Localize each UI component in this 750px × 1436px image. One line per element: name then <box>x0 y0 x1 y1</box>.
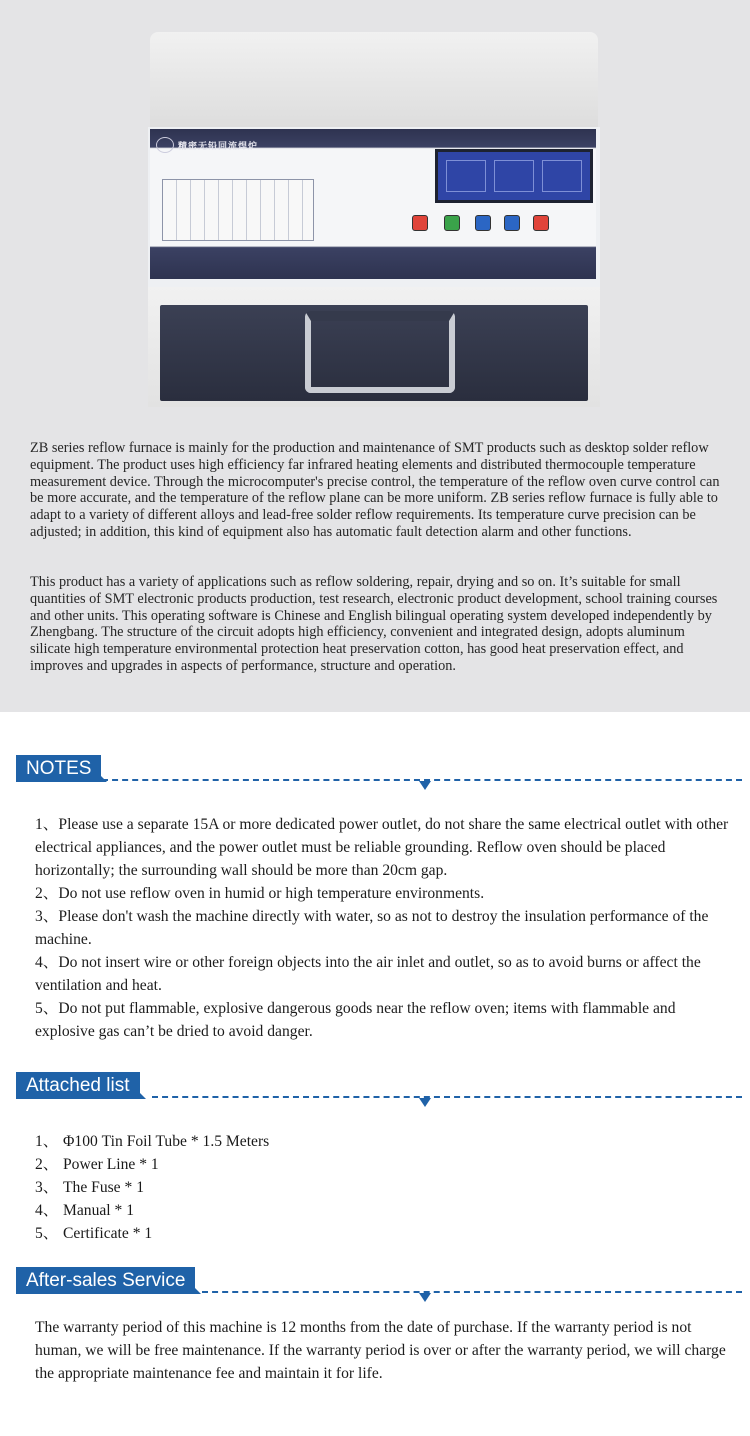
list-item: 2、 Power Line * 1 <box>35 1156 159 1173</box>
brand-logo-icon <box>156 137 174 153</box>
chevron-down-icon <box>419 1293 431 1302</box>
notes-list <box>35 813 735 1043</box>
note-item: 4、Do not insert wire or other foreign objects into the air inlet and outlet, so as to avoid burns or affect the ventilation and heat. <box>35 954 701 994</box>
run-button-icon <box>444 215 460 231</box>
set-button-icon <box>533 215 549 231</box>
note-item: 2、Do not use reflow oven in humid or high temperature environments. <box>35 885 485 902</box>
oven-lid <box>150 32 598 132</box>
note-item: 3、Please don't wash the machine directly with water, so as not to destroy the insulation performance of the machine. <box>35 908 709 948</box>
down-button-icon <box>504 215 520 231</box>
up-button-icon <box>475 215 491 231</box>
chevron-down-icon <box>419 1098 431 1107</box>
note-item: 1、Please use a separate 15A or more dedicated power outlet, do not share the same electrical outlet with other electrical appliances, and the power outlet must be reliable grounding. Reflow oven should be placed horizontally; the surrounding wall should be more than 20cm gap. <box>35 816 729 879</box>
oven-drawer <box>160 305 588 401</box>
lcd-screen <box>435 149 593 203</box>
reflow-oven-image <box>148 32 600 407</box>
chevron-down-icon <box>419 781 431 790</box>
temperature-curve-graphic <box>162 179 314 241</box>
attached-list <box>35 1130 269 1245</box>
divider <box>152 1096 742 1098</box>
product-hero <box>0 0 750 712</box>
attached-heading: Attached list <box>16 1072 140 1099</box>
divider <box>202 1291 742 1293</box>
list-item: 4、 Manual * 1 <box>35 1202 135 1219</box>
note-item: 5、Do not put flammable, explosive dangerous goods near the reflow oven; items with flammable and explosive gas can’t be dried to avoid danger. <box>35 1000 676 1040</box>
aftersales-heading: After-sales Service <box>16 1267 195 1294</box>
list-item: 1、 Φ100 Tin Foil Tube * 1.5 Meters <box>35 1133 270 1150</box>
brand-text: 精密无铅回流焊炉 <box>178 142 259 152</box>
intro-paragraph-1: ZB series reflow furnace is mainly for the production and maintenance of SMT products such as desktop solder reflow equipment. The product uses high efficiency far infrared heating elements and distributed thermocouple temperature measurement device. Through the microcomputer's precise control, the temperature of the reflow oven curve control can be more accurate, and the temperature of the reflow plane can be more uniform. ZB series reflow furnace is fully able to adapt to a variety of different alloys and lead-free solder reflow requirements. Its temperature curve precision can be adjusted; in addition, this kind of equipment also has automatic fault detection alarm and other functions. <box>30 440 720 540</box>
aftersales-text: The warranty period of this machine is 12 months from the date of purchase. If the warranty period is not human, we will be free maintenance. If the warranty period is over or after the warranty period, we will charge the appropriate maintenance fee and maintain it for life. <box>35 1319 726 1382</box>
list-item: 3、 The Fuse * 1 <box>35 1179 144 1196</box>
notes-heading: NOTES <box>16 755 101 782</box>
control-panel <box>148 127 600 287</box>
power-button-icon <box>412 215 428 231</box>
drawer-handle <box>305 311 455 393</box>
list-item: 5、 Certificate * 1 <box>35 1225 153 1242</box>
intro-paragraph-2: This product has a variety of applications such as reflow soldering, repair, drying and so on. It’s suitable for small quantities of SMT electronic products production, test research, electronic product development, school training courses and other units. This operating software is Chinese and English bilingual operating system developed independently by Zhengbang. The structure of the circuit adopts high efficiency, convenient and integrated design, adopts aluminum silicate high temperature environmental protection heat preservation cotton, has good heat preservation effect, and improves and upgrades in aspects of performance, structure and operation. <box>30 574 718 674</box>
